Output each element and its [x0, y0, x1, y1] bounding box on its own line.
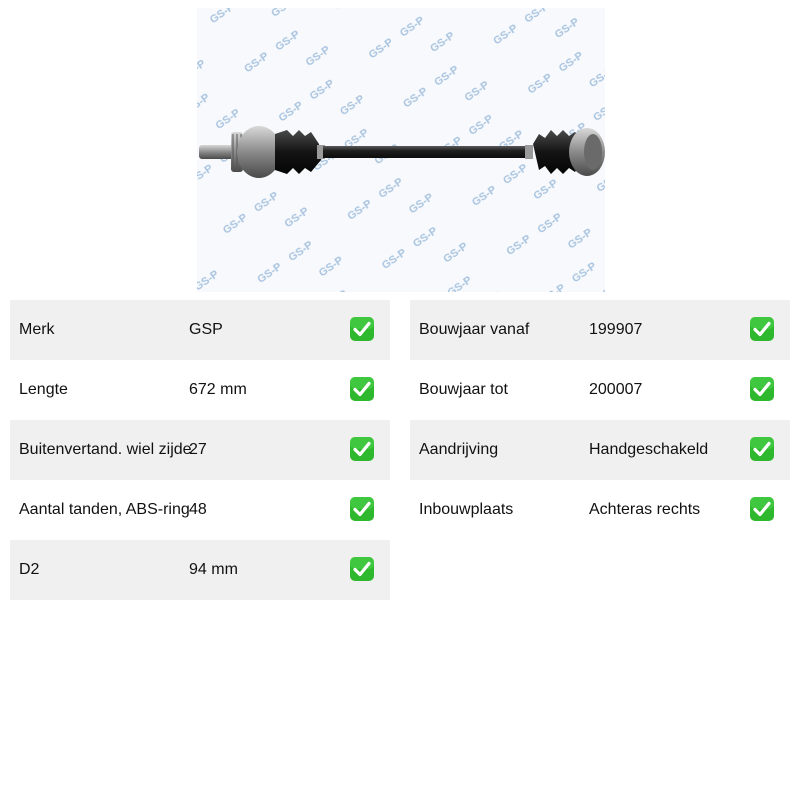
spec-row	[410, 300, 790, 360]
spec-row	[10, 360, 390, 420]
spec-row	[10, 420, 390, 480]
check-icon	[349, 436, 375, 462]
product-image	[197, 8, 605, 292]
check-icon	[749, 316, 775, 342]
spec-value: 27	[189, 441, 207, 458]
check-icon	[749, 436, 775, 462]
spec-value: 94 mm	[189, 561, 238, 578]
spec-label: Buitenvertand. wiel zijde	[19, 441, 192, 458]
check-icon	[349, 556, 375, 582]
spec-value: Handgeschakeld	[589, 441, 709, 458]
spec-value: 672 mm	[189, 381, 247, 398]
spec-row	[10, 480, 390, 540]
spec-table-right	[410, 300, 790, 540]
check-icon	[749, 496, 775, 522]
spec-value: 200007	[589, 381, 643, 398]
spec-value: 48	[189, 501, 207, 518]
spec-value: GSP	[189, 321, 223, 338]
spec-label: Aantal tanden, ABS-ring	[19, 501, 190, 518]
drive-shaft-image	[197, 8, 605, 292]
spec-table-left	[10, 300, 390, 600]
spec-label: Lengte	[19, 381, 68, 398]
spec-label: Bouwjaar tot	[419, 381, 508, 398]
spec-label: Inbouwplaats	[419, 501, 514, 518]
spec-value: 199907	[589, 321, 643, 338]
check-icon	[349, 496, 375, 522]
check-icon	[349, 316, 375, 342]
spec-label: Aandrijving	[419, 441, 499, 458]
spec-label: Merk	[19, 321, 55, 338]
spec-row	[410, 360, 790, 420]
spec-label: Bouwjaar vanaf	[419, 321, 530, 338]
spec-row	[10, 540, 390, 600]
check-icon	[349, 376, 375, 402]
spec-row	[410, 420, 790, 480]
spec-value: Achteras rechts	[589, 501, 701, 518]
spec-row	[10, 300, 390, 360]
check-icon	[749, 376, 775, 402]
spec-row	[410, 480, 790, 540]
spec-label: D2	[19, 561, 40, 578]
